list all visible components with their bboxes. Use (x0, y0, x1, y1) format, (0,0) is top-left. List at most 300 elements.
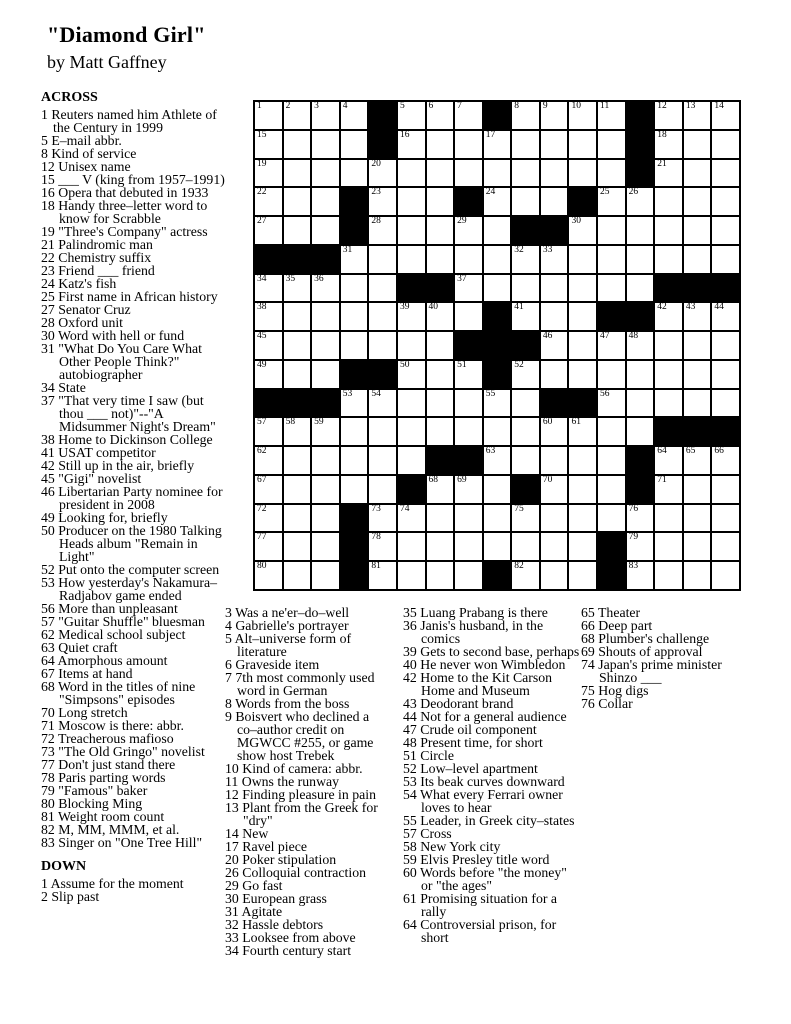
clue-down_col4-69: 69 Shouts of approval (581, 644, 703, 659)
grid-cell (484, 418, 511, 445)
grid-cell-black (427, 275, 454, 302)
cell-number: 19 (257, 158, 267, 169)
grid-cell (627, 188, 654, 215)
cell-number: 3 (314, 101, 319, 111)
grid-cell (341, 160, 368, 187)
cell-number: 32 (514, 244, 524, 255)
grid-cell (684, 303, 711, 330)
grid-cell (512, 533, 539, 560)
grid-cell (341, 303, 368, 330)
grid-cell-black (655, 418, 682, 445)
grid-cell (541, 476, 568, 503)
cell-number: 49 (257, 359, 267, 370)
grid-cell (655, 160, 682, 187)
clue-down_col2-5: 5 Alt–universe form of literature (225, 631, 352, 659)
clue-across-67: 67 Items at hand (41, 666, 133, 681)
clue-down_col3-53: 53 Its beak curves downward (403, 774, 565, 789)
cell-number: 55 (485, 388, 496, 399)
clue-across-19: 19 "Three's Company" actress (41, 224, 208, 239)
down-clues-list-2 (225, 606, 387, 957)
cell-number: 60 (542, 417, 553, 428)
clue-across-42: 42 Still up in the air, briefly (41, 458, 195, 473)
clue-down_col1-1: 1 Assume for the moment (41, 876, 184, 891)
grid-cell (712, 102, 739, 129)
grid-cell-black (512, 332, 539, 359)
grid-cell (512, 303, 539, 330)
grid-cell (312, 303, 339, 330)
grid-cell (455, 505, 482, 532)
clue-down_col3-54: 54 What every Ferrari owner loves to hear (403, 787, 563, 815)
across-clues-list (41, 108, 225, 849)
grid-cell (569, 332, 596, 359)
clue-across-83: 83 Singer on "One Tree Hill" (41, 835, 203, 850)
clue-down_col2-26: 26 Colloquial contraction (225, 865, 367, 880)
cell-number: 41 (514, 302, 524, 313)
clue-across-62: 62 Medical school subject (41, 627, 186, 642)
left-clue-column (41, 90, 225, 903)
grid-cell (455, 160, 482, 187)
grid-cell (684, 131, 711, 158)
clue-across-37: 37 "That very time I saw (but thou ___ not)"--"A Midsummer Night's Dream" (41, 393, 216, 434)
clue-across-45: 45 "Gigi" novelist (41, 471, 142, 486)
grid-cell (655, 188, 682, 215)
grid-cell (569, 418, 596, 445)
clue-down_col4-76: 76 Collar (581, 696, 633, 711)
grid-cell (255, 361, 282, 388)
grid-cell-black (541, 390, 568, 417)
clue-across-5: 5 E–mail abbr. (41, 133, 122, 148)
grid-cell (398, 102, 425, 129)
clue-across-50: 50 Producer on the 1980 Talking Heads album "Remain in Light" (41, 523, 222, 564)
grid-cell (284, 332, 311, 359)
grid-cell (455, 562, 482, 589)
clue-across-81: 81 Weight room count (41, 809, 165, 824)
grid-cell (512, 390, 539, 417)
grid-cell (369, 533, 396, 560)
cell-number: 83 (628, 561, 639, 572)
grid-cell (255, 303, 282, 330)
grid-cell (455, 102, 482, 129)
grid-cell (284, 476, 311, 503)
clue-across-49: 49 Looking for, briefly (41, 510, 168, 525)
grid-cell-black (541, 217, 568, 244)
clue-across-63: 63 Quiet craft (41, 640, 118, 655)
grid-cell-black (655, 275, 682, 302)
grid-cell (455, 217, 482, 244)
grid-cell (684, 533, 711, 560)
grid-cell (427, 533, 454, 560)
grid-cell (712, 188, 739, 215)
cell-number: 72 (257, 503, 267, 514)
grid-cell (484, 217, 511, 244)
grid-cell (312, 188, 339, 215)
clue-across-70: 70 Long stretch (41, 705, 128, 720)
grid-cell (255, 447, 282, 474)
cell-number: 44 (714, 302, 724, 313)
grid-cell (284, 188, 311, 215)
grid-cell (484, 275, 511, 302)
grid-cell (712, 217, 739, 244)
grid-cell (284, 217, 311, 244)
grid-cell (427, 188, 454, 215)
clue-down_col3-58: 58 New York city (403, 839, 501, 854)
cell-number: 5 (399, 101, 405, 111)
cell-number: 21 (657, 158, 667, 169)
grid-cell (684, 562, 711, 589)
grid-cell (427, 160, 454, 187)
grid-cell (512, 505, 539, 532)
cell-number: 47 (600, 331, 610, 342)
cell-number: 11 (600, 101, 610, 111)
grid-cell (284, 562, 311, 589)
grid-cell (627, 418, 654, 445)
cell-number: 79 (628, 532, 639, 543)
grid-cell (598, 418, 625, 445)
grid-cell-black (284, 390, 311, 417)
cell-number: 12 (657, 101, 667, 111)
grid-cell (398, 361, 425, 388)
grid-cell (684, 217, 711, 244)
cell-number: 61 (571, 417, 581, 428)
clue-across-8: 8 Kind of service (41, 146, 137, 161)
clue-across-34: 34 State (41, 380, 86, 395)
grid-cell (312, 418, 339, 445)
grid-cell (684, 505, 711, 532)
down-clues-list-4 (581, 606, 759, 710)
grid-cell-black (598, 562, 625, 589)
grid-cell (312, 131, 339, 158)
grid-cell (541, 303, 568, 330)
cell-number: 71 (657, 474, 667, 485)
grid-cell-black (398, 275, 425, 302)
clue-down_col3-47: 47 Crude oil component (403, 722, 537, 737)
grid-cell (427, 332, 454, 359)
grid-cell (369, 476, 396, 503)
clue-across-12: 12 Unisex name (41, 159, 131, 174)
grid-cell (569, 102, 596, 129)
grid-cell-black (512, 476, 539, 503)
clue-down_col3-61: 61 Promising situation for a rally (403, 891, 558, 919)
clue-down_col3-36: 36 Janis's husband, in the comics (403, 618, 544, 646)
cell-number: 74 (399, 503, 410, 514)
grid-cell (598, 102, 625, 129)
cell-number: 58 (285, 417, 296, 428)
grid-cell (512, 418, 539, 445)
grid-cell-black (369, 361, 396, 388)
grid-cell-black (427, 447, 454, 474)
grid-cell (712, 303, 739, 330)
clue-across-23: 23 Friend ___ friend (41, 263, 155, 278)
grid-cell (569, 505, 596, 532)
clue-down_col2-3: 3 Was a ne'er–do–well (225, 605, 350, 620)
grid-cell (655, 303, 682, 330)
clue-down_col3-60: 60 Words before "the money" or "the ages" (403, 865, 567, 893)
grid-cell-black (255, 390, 282, 417)
grid-cell (598, 246, 625, 273)
grid-cell (512, 188, 539, 215)
cell-number: 20 (371, 158, 381, 169)
grid-cell (598, 160, 625, 187)
clue-across-56: 56 More than unpleasant (41, 601, 178, 616)
grid-cell-black (312, 246, 339, 273)
grid-cell (369, 390, 396, 417)
clue-down_col2-32: 32 Hassle debtors (225, 917, 324, 932)
grid-cell (312, 533, 339, 560)
grid-cell (684, 447, 711, 474)
grid-cell (312, 505, 339, 532)
cell-number: 33 (542, 244, 553, 255)
cell-number: 45 (257, 331, 267, 342)
cell-number: 28 (371, 216, 381, 227)
clue-down_col2-17: 17 Ravel piece (225, 839, 307, 854)
grid-cell (369, 505, 396, 532)
down-header: DOWN (41, 859, 87, 874)
cell-number: 50 (399, 359, 410, 370)
cell-number: 18 (657, 129, 667, 140)
grid-cell (427, 505, 454, 532)
grid-cell (455, 476, 482, 503)
grid-cell (655, 131, 682, 158)
clue-down_col2-34: 34 Fourth century start (225, 943, 352, 958)
grid-cell (712, 332, 739, 359)
grid-cell (341, 275, 368, 302)
clue-across-73: 73 "The Old Gringo" novelist (41, 744, 205, 759)
grid-cell-black (455, 332, 482, 359)
grid-cell (284, 102, 311, 129)
cell-number: 69 (457, 474, 467, 485)
clue-across-21: 21 Palindromic man (41, 237, 153, 252)
grid-cell (655, 476, 682, 503)
clue-down_col2-9: 9 Boisvert who declined a co–author credit on MGWCC #255, or game show host Trebek (225, 709, 374, 763)
cell-number: 54 (371, 388, 381, 399)
clue-down_col2-6: 6 Graveside item (225, 657, 320, 672)
clue-across-82: 82 M, MM, MMM, et al. (41, 822, 180, 837)
grid-cell-black (341, 361, 368, 388)
cell-number: 31 (342, 244, 353, 255)
clue-across-41: 41 USAT competitor (41, 445, 156, 460)
grid-cell-black (684, 275, 711, 302)
grid-cell (369, 217, 396, 244)
cell-number: 17 (485, 129, 496, 140)
grid-cell (455, 131, 482, 158)
grid-cell (455, 390, 482, 417)
grid-cell (341, 246, 368, 273)
grid-cell (312, 217, 339, 244)
grid-cell (541, 447, 568, 474)
clue-across-71: 71 Moscow is there: abbr. (41, 718, 184, 733)
grid-cell (255, 418, 282, 445)
grid-cell (312, 332, 339, 359)
grid-cell (684, 476, 711, 503)
clue-down_col2-13: 13 Plant from the Greek for "dry" (225, 800, 378, 828)
grid-cell-black (484, 102, 511, 129)
cell-number: 14 (714, 101, 724, 111)
cell-number: 22 (257, 187, 267, 198)
clue-down_col3-48: 48 Present time, for short (403, 735, 543, 750)
clue-across-22: 22 Chemistry suffix (41, 250, 152, 265)
clue-down_col3-40: 40 He never won Wimbledon (403, 657, 566, 672)
down-clues-list-1 (41, 877, 225, 903)
clue-across-78: 78 Paris parting words (41, 770, 166, 785)
grid-cell (341, 390, 368, 417)
grid-cell (427, 476, 454, 503)
grid-cell (569, 246, 596, 273)
grid-cell-black (484, 332, 511, 359)
grid-cell (512, 160, 539, 187)
grid-cell-black (341, 533, 368, 560)
grid-cell (484, 160, 511, 187)
grid-cell (484, 246, 511, 273)
grid-cell (512, 275, 539, 302)
grid-cell-black (455, 188, 482, 215)
across-header: ACROSS (41, 90, 98, 105)
grid-cell-black (712, 418, 739, 445)
clue-across-68: 68 Word in the titles of nine "Simpsons" episodes (41, 679, 196, 707)
grid-cell (655, 217, 682, 244)
clue-down_col4-74: 74 Japan's prime minister Shinzo ___ (581, 657, 722, 685)
grid-cell-black (369, 102, 396, 129)
grid-cell (712, 390, 739, 417)
grid-cell (255, 562, 282, 589)
grid-cell (398, 505, 425, 532)
cell-number: 75 (514, 503, 524, 514)
grid-cell-black (284, 246, 311, 273)
cell-number: 30 (571, 216, 581, 227)
grid-cell (512, 562, 539, 589)
cell-number: 15 (257, 129, 267, 140)
grid-cell-black (484, 303, 511, 330)
cell-number: 73 (371, 503, 381, 514)
grid-cell (598, 275, 625, 302)
grid-cell (541, 562, 568, 589)
grid-cell (598, 476, 625, 503)
grid-cell (627, 246, 654, 273)
grid-cell (712, 246, 739, 273)
grid-cell (255, 131, 282, 158)
clue-across-72: 72 Treacherous mafioso (41, 731, 174, 746)
cell-number: 2 (285, 101, 291, 111)
cell-number: 78 (371, 532, 381, 543)
grid-cell (541, 131, 568, 158)
clue-across-79: 79 "Famous" baker (41, 783, 148, 798)
grid-cell (341, 102, 368, 129)
clue-down_col3-43: 43 Deodorant brand (403, 696, 514, 711)
clue-down_col4-68: 68 Plumber's challenge (581, 631, 710, 646)
cell-number: 43 (685, 302, 696, 313)
grid-cell (427, 217, 454, 244)
grid-cell (484, 188, 511, 215)
grid-cell (541, 160, 568, 187)
clue-down_col3-51: 51 Circle (403, 748, 454, 763)
clue-down_col2-20: 20 Poker stipulation (225, 852, 337, 867)
cell-number: 51 (457, 359, 467, 370)
grid-cell (484, 505, 511, 532)
grid-cell (712, 361, 739, 388)
clue-down_col3-64: 64 Controversial prison, for short (403, 917, 557, 945)
grid-cell (684, 102, 711, 129)
crossword-grid (253, 100, 741, 591)
grid-cell (541, 533, 568, 560)
puzzle-byline: by Matt Gaffney (47, 52, 167, 72)
clue-down_col2-14: 14 New (225, 826, 269, 841)
grid-cell-black (369, 131, 396, 158)
grid-cell-black (341, 188, 368, 215)
grid-cell (312, 447, 339, 474)
grid-cell (312, 476, 339, 503)
cell-number: 63 (485, 446, 496, 457)
cell-number: 23 (371, 187, 381, 198)
clue-down_col3-52: 52 Low–level apartment (403, 761, 538, 776)
grid-cell (369, 303, 396, 330)
clue-across-77: 77 Don't just stand there (41, 757, 176, 772)
grid-cell (284, 418, 311, 445)
grid-cell (569, 131, 596, 158)
cell-number: 8 (514, 101, 520, 111)
grid-cell (569, 217, 596, 244)
grid-cell (712, 160, 739, 187)
grid-cell (627, 562, 654, 589)
grid-cell (541, 418, 568, 445)
grid-cell (284, 533, 311, 560)
clue-across-25: 25 First name in African history (41, 289, 218, 304)
cell-number: 70 (542, 474, 553, 485)
clue-across-46: 46 Libertarian Party nominee for president in 2008 (41, 484, 223, 512)
grid-cell (369, 275, 396, 302)
grid-cell (512, 246, 539, 273)
grid-cell (655, 505, 682, 532)
cell-number: 67 (257, 474, 267, 485)
grid-cell (627, 217, 654, 244)
grid-cell (255, 476, 282, 503)
grid-cell (655, 361, 682, 388)
grid-cell (398, 418, 425, 445)
grid-cell (255, 217, 282, 244)
grid-cell (455, 533, 482, 560)
cell-number: 46 (542, 331, 553, 342)
clue-across-30: 30 Word with hell or fund (41, 328, 185, 343)
grid-cell (541, 188, 568, 215)
cell-number: 4 (342, 101, 348, 111)
grid-cell (398, 188, 425, 215)
grid-cell (369, 160, 396, 187)
clue-down_col4-66: 66 Deep part (581, 618, 653, 633)
grid-cell (398, 533, 425, 560)
clue-across-80: 80 Blocking Ming (41, 796, 143, 811)
cell-number: 53 (342, 388, 353, 399)
cell-number: 13 (685, 101, 696, 111)
grid-cell (598, 131, 625, 158)
grid-cell (255, 160, 282, 187)
grid-cell (398, 332, 425, 359)
cell-number: 39 (399, 302, 410, 313)
grid-cell (284, 447, 311, 474)
clue-down_col2-12: 12 Finding pleasure in pain (225, 787, 376, 802)
grid-cell (341, 418, 368, 445)
grid-cell (569, 160, 596, 187)
grid-cell (655, 332, 682, 359)
clue-down_col4-75: 75 Hog digs (581, 683, 649, 698)
clue-across-57: 57 "Guitar Shuffle" bluesman (41, 614, 205, 629)
clue-down_col3-57: 57 Cross (403, 826, 452, 841)
grid-cell (627, 332, 654, 359)
grid-cell (712, 476, 739, 503)
grid-cell (369, 332, 396, 359)
clue-across-16: 16 Opera that debuted in 1933 (41, 185, 209, 200)
clue-down_col2-29: 29 Go fast (225, 878, 283, 893)
clue-across-24: 24 Katz's fish (41, 276, 117, 291)
grid-cell (455, 303, 482, 330)
clue-down_col3-44: 44 Not for a general audience (403, 709, 567, 724)
